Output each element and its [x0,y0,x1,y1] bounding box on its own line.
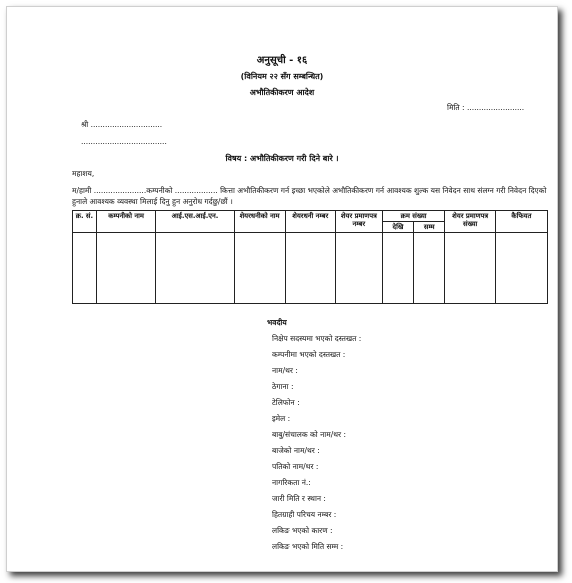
schedule-title: अनुसूची - १६ [256,55,308,66]
subject-line: विषय : अभौतिकीकरण गरी दिने बारे । [225,154,339,163]
document-frame [6,6,558,572]
signature-line: जारी मिति र स्थान : [272,494,326,503]
col-to: सम्म [414,222,445,233]
signature-line: टेलिफोन : [272,398,300,407]
recipient-line-2: .................................... [81,137,167,146]
table-header-row [73,211,548,222]
col-remarks: कैफियत [495,211,547,233]
recipient-line-1: श्री .............................. [81,120,163,129]
signature-line: नागरिकता नं.: [272,478,311,487]
col-from: देखि [382,222,413,233]
col-isin: आई.एस.आई.एन. [156,211,234,233]
regulation-reference: (विनियम २२ सँग सम्बन्धित) [240,72,324,81]
signature-line: लकिङ भएको मिति सम्म : [272,542,344,551]
signature-line: नाम/थर : [272,366,298,375]
col-holder-no: शेयरधनी नम्बर [285,211,335,233]
col-serial: क्रम संख्या [382,211,445,222]
signature-line: बाजेको नाम/थर : [272,446,320,455]
signature-line: हितग्राही परिचय नम्बर : [272,510,337,519]
signature-line: निक्षेप सदस्यमा भएको दस्तखत : [272,334,362,343]
date-line: मिति : ........................ [447,103,525,112]
order-heading: अभौतिकीकरण आदेश [249,88,315,97]
signature-line: कम्पनीमा भएको दस्तखत : [272,350,346,359]
signature-line: ठेगाना : [272,382,294,391]
col-company: कम्पनीको नाम [96,211,156,233]
request-body: म/हामी ......................कम्पनीको .................. कित्ता अभौतिकीकरण गर्न इच्छा भएकोले अभौतिकीकरण गर्न आवश्यक शुल्क यस निवेदन साथ संलग्न गरी निवेदन दिएको हुनाले आवश्यक व्यवस्था मिलाई दिनु हुन अनुरोध गर्दछु/छौं । [72,186,547,206]
col-cert-no: शेयर प्रमाणपत्र नम्बर [335,211,382,233]
table-row [73,233,548,304]
signature-line: पतिको नाम/थर : [272,462,319,471]
document-page [7,7,557,571]
salutation: महाशय, [72,169,95,178]
share-details-table [72,210,548,304]
col-cert-count: शेयर प्रमाणपत्र संख्या [445,211,495,233]
signature-line: बाबु/संचालक को नाम/थर : [272,430,347,439]
signature-line: लकिङ भएको कारण : [272,526,333,535]
col-holder-name: शेयरधनीको नाम [234,211,285,233]
closing-yours: भवदीय [267,318,287,327]
signature-line: इमेल : [272,414,291,423]
col-sn: क्र. सं. [73,211,97,233]
